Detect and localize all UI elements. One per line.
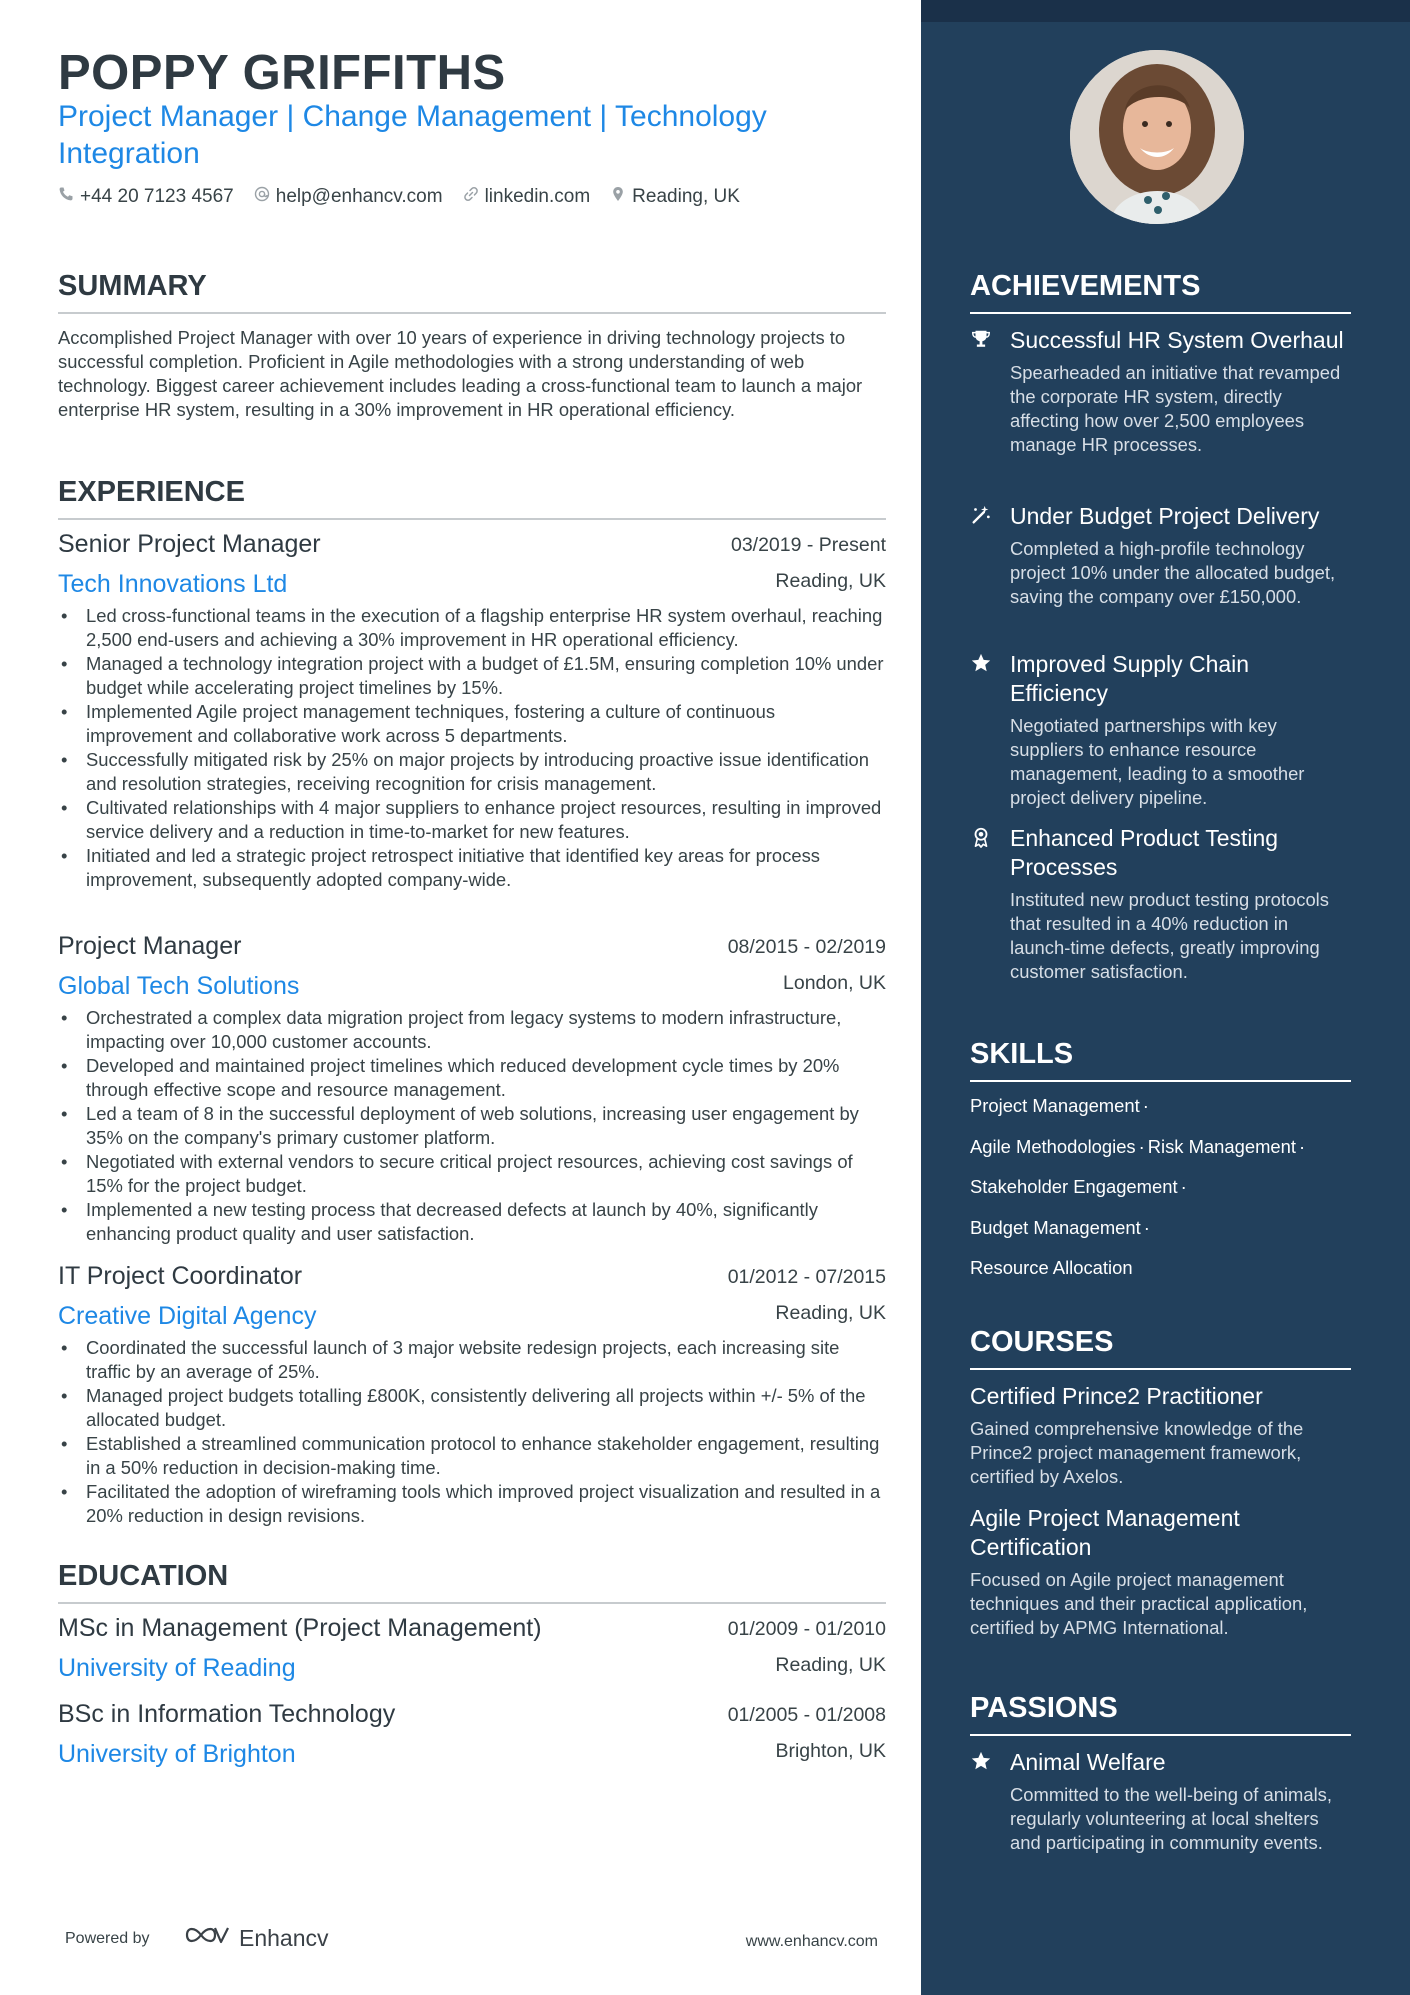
bullet-item: • Developed and maintained project timelines which reduced development cycle times by 20% through effective scope and resource management. [58,1054,886,1102]
bullet-item: • Managed project budgets totalling £800K, consistently delivering all projects within +/- 5% of the allocated budget. [58,1384,886,1432]
job-company[interactable]: Creative Digital Agency [58,1302,317,1330]
skill-tag: Project Management [970,1095,1140,1116]
course-item [970,1382,1351,1489]
course-item [970,1504,1351,1640]
job-dates: 01/2012 - 07/2015 [727,1266,886,1288]
passions-heading: PASSIONS [970,1690,1351,1736]
job-title: IT Project Coordinator [58,1262,303,1290]
sidebar-top-strip [921,0,1410,22]
job-location: London, UK [783,972,886,994]
achievement-item [970,824,1351,984]
enhancv-logo[interactable] [183,1922,329,1954]
job-title: Project Manager [58,932,242,960]
bullet-item: • Implemented Agile project management techniques, fostering a culture of continuous improvement and collaborative work across 5 departments. [58,700,886,748]
course-desc: Focused on Agile project management techniques and their practical application, certified by APMG International. [970,1569,1308,1638]
achievement-item [970,326,1351,457]
job-entry [58,1262,886,1528]
degree-title: MSc in Management (Project Management) [58,1614,542,1642]
experience-heading: EXPERIENCE [58,474,886,520]
magic-wand-icon [970,504,994,528]
job-bullets [58,604,886,892]
job-location: Reading, UK [775,1302,886,1324]
courses-heading: COURSES [970,1324,1351,1370]
job-bullets [58,1006,886,1246]
location-pin-icon [610,186,626,208]
enhancv-logo-icon [183,1922,231,1954]
achievement-desc: Instituted new product testing protocols that resulted in a 40% reduction in launch-time defects, greatly improving customer satisfaction. [1010,889,1329,982]
passion-title: Animal Welfare [1010,1749,1166,1775]
job-bullets [58,1336,886,1528]
achievement-desc: Negotiated partnerships with key suppliers to enhance resource management, leading to a smoother project delivery pipeline. [1010,715,1305,808]
linkedin-text: linkedin.com [484,186,591,207]
bullet-item: • Orchestrated a complex data migration project from legacy systems to modern infrastructure, impacting over 10,000 customer accounts. [58,1006,886,1054]
job-company[interactable]: Global Tech Solutions [58,972,300,1000]
candidate-name: POPPY GRIFFITHS [58,46,506,100]
education-heading: EDUCATION [58,1558,886,1604]
summary-text: Accomplished Project Manager with over 10 years of experience in driving technology projects to successful completion. Proficient in Agile methodologies with a strong understanding of web technology. Biggest career achievement includes leading a cross-functional team to launch a major enterprise HR system, resulting in a 30% improvement in HR operational efficiency. [58,327,863,420]
contact-location [610,186,740,208]
degree-title: BSc in Information Technology [58,1700,396,1728]
skill-tag: Stakeholder Engagement [970,1176,1178,1197]
location-text: Reading, UK [632,186,740,207]
skills-heading: SKILLS [970,1036,1351,1082]
star-icon [970,652,994,676]
email-text: help@enhancv.com [275,186,443,207]
bullet-item: • Led a team of 8 in the successful deployment of web solutions, increasing user engagement by 35% on the company's primary customer platform. [58,1102,886,1150]
skill-tag: Agile Methodologies [970,1135,1136,1157]
school-location: Brighton, UK [775,1740,886,1762]
bullet-item: • Managed a technology integration project with a budget of £1.5M, ensuring completion 10% under budget while accelerating project timelines by 15%. [58,652,886,700]
school-name[interactable]: University of Reading [58,1654,296,1682]
job-location: Reading, UK [775,570,886,592]
job-company[interactable]: Tech Innovations Ltd [58,570,288,598]
bullet-item: • Initiated and led a strategic project retrospect initiative that identified key areas for process improvement, subsequently adopted company-wide. [58,844,886,892]
footer-url[interactable]: www.enhancv.com [745,1933,878,1950]
phone-icon [58,186,74,208]
bullet-item: • Led cross-functional teams in the execution of a flagship enterprise HR system overhaul, reaching 2,500 end-users and achieving a 30% improvement in HR operational efficiency. [58,604,886,652]
bullet-item: • Implemented a new testing process that decreased defects at launch by 40%, significantly enhancing product quality and user satisfaction. [58,1198,886,1246]
summary-heading: SUMMARY [58,268,886,314]
bullet-item: • Negotiated with external vendors to secure critical project resources, achieving cost savings of 15% for the project budget. [58,1150,886,1198]
achievement-title: Successful HR System Overhaul [1010,327,1344,353]
achievement-desc: Spearheaded an initiative that revamped the corporate HR system, directly affecting how over 2,500 employees manage HR processes. [1010,362,1341,455]
contact-bar [58,186,740,208]
achievement-item [970,502,1351,609]
education-dates: 01/2005 - 01/2008 [727,1704,886,1726]
contact-linkedin[interactable] [463,186,591,208]
skill-tag: Budget Management [970,1216,1141,1238]
bullet-item: • Facilitated the adoption of wireframing tools which improved project visualization and resulted in a 20% reduction in design revisions. [58,1480,886,1528]
skill-tag: Resource Allocation [970,1257,1133,1278]
job-entry [58,932,886,1246]
skill-tag: Risk Management [1147,1135,1296,1157]
education-dates: 01/2009 - 01/2010 [727,1618,886,1640]
achievement-title: Under Budget Project Delivery [1010,503,1320,529]
job-dates: 08/2015 - 02/2019 [727,936,886,958]
sidebar [921,0,1410,1995]
education-entry [58,1614,886,1688]
contact-phone[interactable] [58,186,234,208]
job-entry [58,530,886,892]
bullet-item: • Coordinated the successful launch of 3 major website redesign projects, each increasing site traffic by an average of 25%. [58,1336,886,1384]
achievements-heading: ACHIEVEMENTS [970,268,1351,314]
star-icon [970,1750,994,1774]
candidate-title: Project Manager | Change Management | Technology Integration [58,100,767,170]
avatar [1070,50,1244,224]
job-title: Senior Project Manager [58,530,321,558]
achievement-item [970,650,1351,810]
at-icon [254,186,270,208]
phone-text: +44 20 7123 4567 [80,186,234,207]
achievement-title: Enhanced Product Testing Processes [1010,825,1279,880]
link-icon [463,186,479,208]
passion-item [970,1748,1351,1855]
contact-email[interactable] [254,186,443,208]
passion-desc: Committed to the well-being of animals, regularly volunteering at local shelters and participating in community events. [1010,1784,1332,1853]
trophy-icon [970,328,994,352]
skills-list: Project Management · Agile Methodologies · Risk Management · Stakeholder Engagement · Budget Management · Resource Allocation [970,1095,1306,1278]
award-ribbon-icon [970,826,994,850]
course-title: Agile Project Management Certification [970,1505,1240,1560]
powered-by-label: Powered by [65,1930,150,1947]
enhancv-wordmark: Enhancv [239,1924,329,1951]
school-name[interactable]: University of Brighton [58,1740,296,1768]
course-title: Certified Prince2 Practitioner [970,1383,1263,1409]
school-location: Reading, UK [775,1654,886,1676]
bullet-item: • Cultivated relationships with 4 major suppliers to enhance project resources, resulting in improved service delivery and a reduction in time-to-market for new features. [58,796,886,844]
achievement-title: Improved Supply Chain Efficiency [1010,651,1250,706]
bullet-item: • Established a streamlined communication protocol to enhance stakeholder engagement, resulting in a 50% reduction in decision-making time. [58,1432,886,1480]
course-desc: Gained comprehensive knowledge of the Prince2 project management framework, certified by Axelos. [970,1418,1304,1487]
achievement-desc: Completed a high-profile technology project 10% under the allocated budget, saving the company over £150,000. [1010,538,1336,607]
bullet-item: • Successfully mitigated risk by 25% on major projects by introducing proactive issue identification and resolution strategies, receiving recognition for crisis management. [58,748,886,796]
job-dates: 03/2019 - Present [730,534,886,556]
education-entry [58,1700,886,1774]
